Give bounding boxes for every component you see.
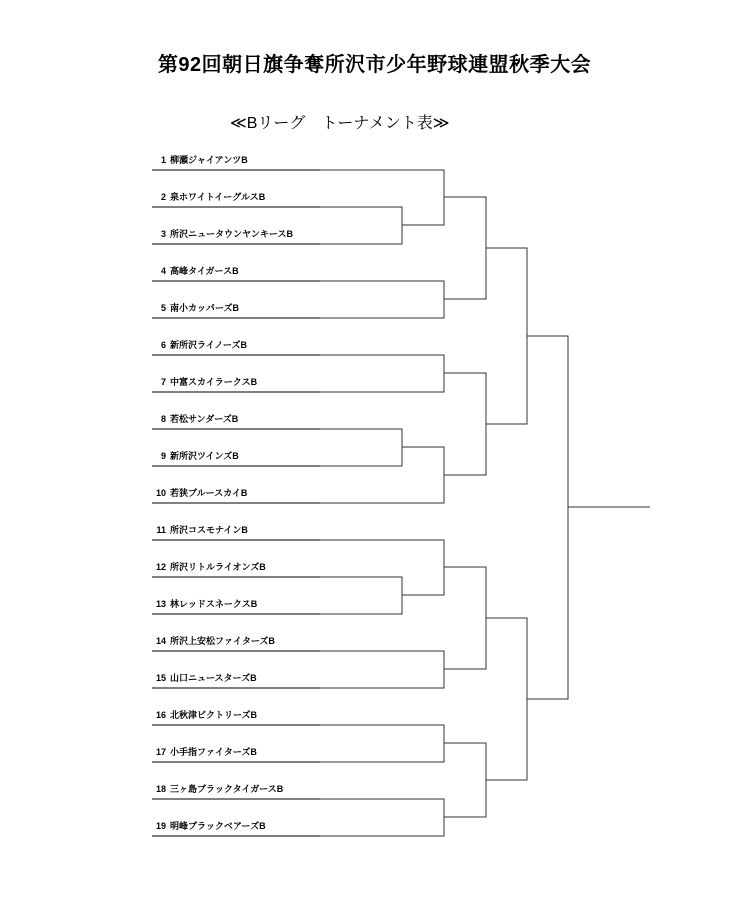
team-name: 中富スカイラークスB [170,377,258,387]
team-number: 5 [160,303,166,313]
semi-a [444,197,486,299]
team-number: 10 [155,488,166,498]
team-number: 2 [160,192,166,202]
match-14-15 [320,651,444,688]
team-name: 南小カッパーズB [170,303,239,313]
team-number: 4 [160,266,166,276]
team-number: 8 [160,414,166,424]
semi-b [444,373,486,475]
team-number: 3 [160,229,166,239]
team-name: 小手指ファイターズB [170,747,257,757]
team-name: 若狭ブルースカイB [170,488,248,498]
match-11-w1213 [320,540,444,595]
match-1-w23 [320,170,444,225]
team-number: 9 [160,451,166,461]
match-8-9 [320,429,402,466]
team-name: 柳瀬ジャイアンツB [170,155,248,165]
semi-d [444,743,486,817]
team-slot-lines [152,170,320,836]
match-18-19 [320,799,444,836]
team-number: 19 [155,821,166,831]
team-name: 高峰タイガースB [170,266,239,276]
match-12-13 [320,577,402,614]
team-name: 三ヶ島ブラックタイガースB [170,784,284,794]
bracket-connectors [320,170,650,836]
final [527,336,568,699]
team-name: 所沢リトルライオンズB [170,562,266,572]
team-name: 所沢ニュータウンヤンキースB [170,229,293,239]
match-4-5 [320,281,444,318]
team-name: 所沢コスモナインB [170,525,248,535]
team-number: 6 [160,340,166,350]
team-name: 林レッドスネークスB [170,599,258,609]
team-number: 14 [155,636,166,646]
team-number: 11 [156,525,166,535]
team-name: 新所沢ツインズB [170,451,239,461]
team-name: 新所沢ライノーズB [170,340,247,350]
semi-c [444,567,486,669]
team-name: 若松サンダーズB [170,414,239,424]
team-name: 北秋津ビクトリーズB [170,710,258,720]
team-number: 16 [155,710,166,720]
team-number: 17 [155,747,166,757]
team-number: 15 [155,673,166,683]
team-name: 山口ニュースターズB [170,673,257,683]
page-title: 第92回朝日旗争奪所沢市少年野球連盟秋季大会 [157,54,592,76]
quarter-top [486,248,527,424]
match-2-3 [320,207,402,244]
bracket-subtitle: ≪Bリーグ トーナメント表≫ [230,115,450,132]
team-number: 12 [155,562,166,572]
team-name: 明峰ブラックベアーズB [170,821,266,831]
match-10-w89 [320,447,444,503]
team-number: 1 [160,155,166,165]
match-16-17 [320,725,444,762]
quarter-bottom [486,618,527,780]
team-number: 13 [155,599,166,609]
team-name: 泉ホワイトイーグルスB [170,192,266,202]
match-6-7 [320,355,444,392]
team-number: 7 [160,377,166,387]
team-number: 18 [155,784,166,794]
team-name: 所沢上安松ファイターズB [170,636,275,646]
